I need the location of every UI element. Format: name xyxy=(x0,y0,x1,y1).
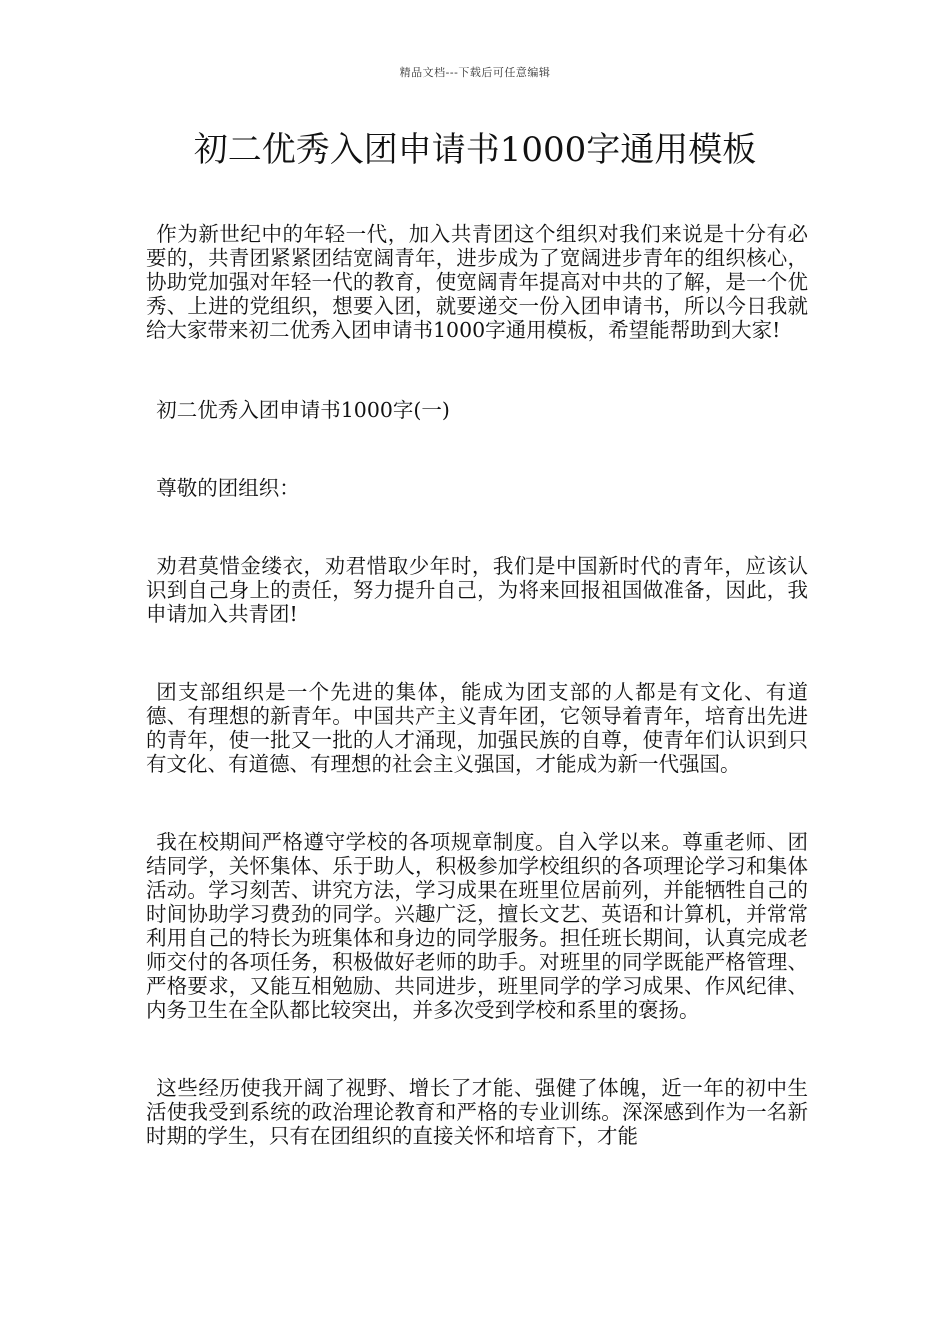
header-note: 精品文档---下载后可任意编辑 xyxy=(399,66,551,79)
body-paragraph-4: 这些经历使我开阔了视野、增长了才能、强健了体魄，近一年的初中生活使我受到系统的政治理论教育和严格的专业训练。深深感到作为一名新时期的学生，只有在团组织的直接关怀和培育下，才能 xyxy=(146,1076,808,1148)
document-title: 初二优秀入团申请书1000字通用模板 xyxy=(193,130,757,170)
body-paragraph-1: 劝君莫惜金缕衣，劝君惜取少年时，我们是中国新时代的青年，应该认识到自己身上的责任，努力提升自己，为将来回报祖国做准备，因此，我申请加入共青团! xyxy=(146,554,808,626)
document-body xyxy=(146,222,808,1148)
section-heading: 初二优秀入团申请书1000字(一) xyxy=(156,398,450,422)
salutation: 尊敬的团组织： xyxy=(156,476,300,500)
intro-paragraph: 作为新世纪中的年轻一代，加入共青团这个组织对我们来说是十分有必要的，共青团紧紧团结宽阔青年，进步成为了宽阔进步青年的组织核心，协助党加强对年轻一代的教育，使宽阔青年提高对中共的了解，是一个优秀、上进的党组织，想要入团，就要递交一份入团申请书，所以今日我就给大家带来初二优秀入团申请书1000字通用模板，希望能帮助到大家! xyxy=(146,222,808,342)
body-paragraph-2: 团支部组织是一个先进的集体，能成为团支部的人都是有文化、有道德、有理想的新青年。中国共产主义青年团，它领导着青年，培育出先进的青年，使一批又一批的人才涌现，加强民族的自尊，使青年们认识到只有文化、有道德、有理想的社会主义强国，才能成为新一代强国。 xyxy=(146,680,808,776)
body-paragraph-3: 我在校期间严格遵守学校的各项规章制度。自入学以来。尊重老师、团结同学，关怀集体、乐于助人，积极参加学校组织的各项理论学习和集体活动。学习刻苦、讲究方法，学习成果在班里位居前列，并能牺牲自己的时间协助学习费劲的同学。兴趣广泛，擅长文艺、英语和计算机，并常常利用自己的特长为班集体和身边的同学服务。担任班长期间，认真完成老师交付的各项任务，积极做好老师的助手。对班里的同学既能严格管理、严格要求，又能互相勉励、共同进步，班里同学的学习成果、作风纪律、内务卫生在全队都比较突出，并多次受到学校和系里的褒扬。 xyxy=(146,830,808,1022)
